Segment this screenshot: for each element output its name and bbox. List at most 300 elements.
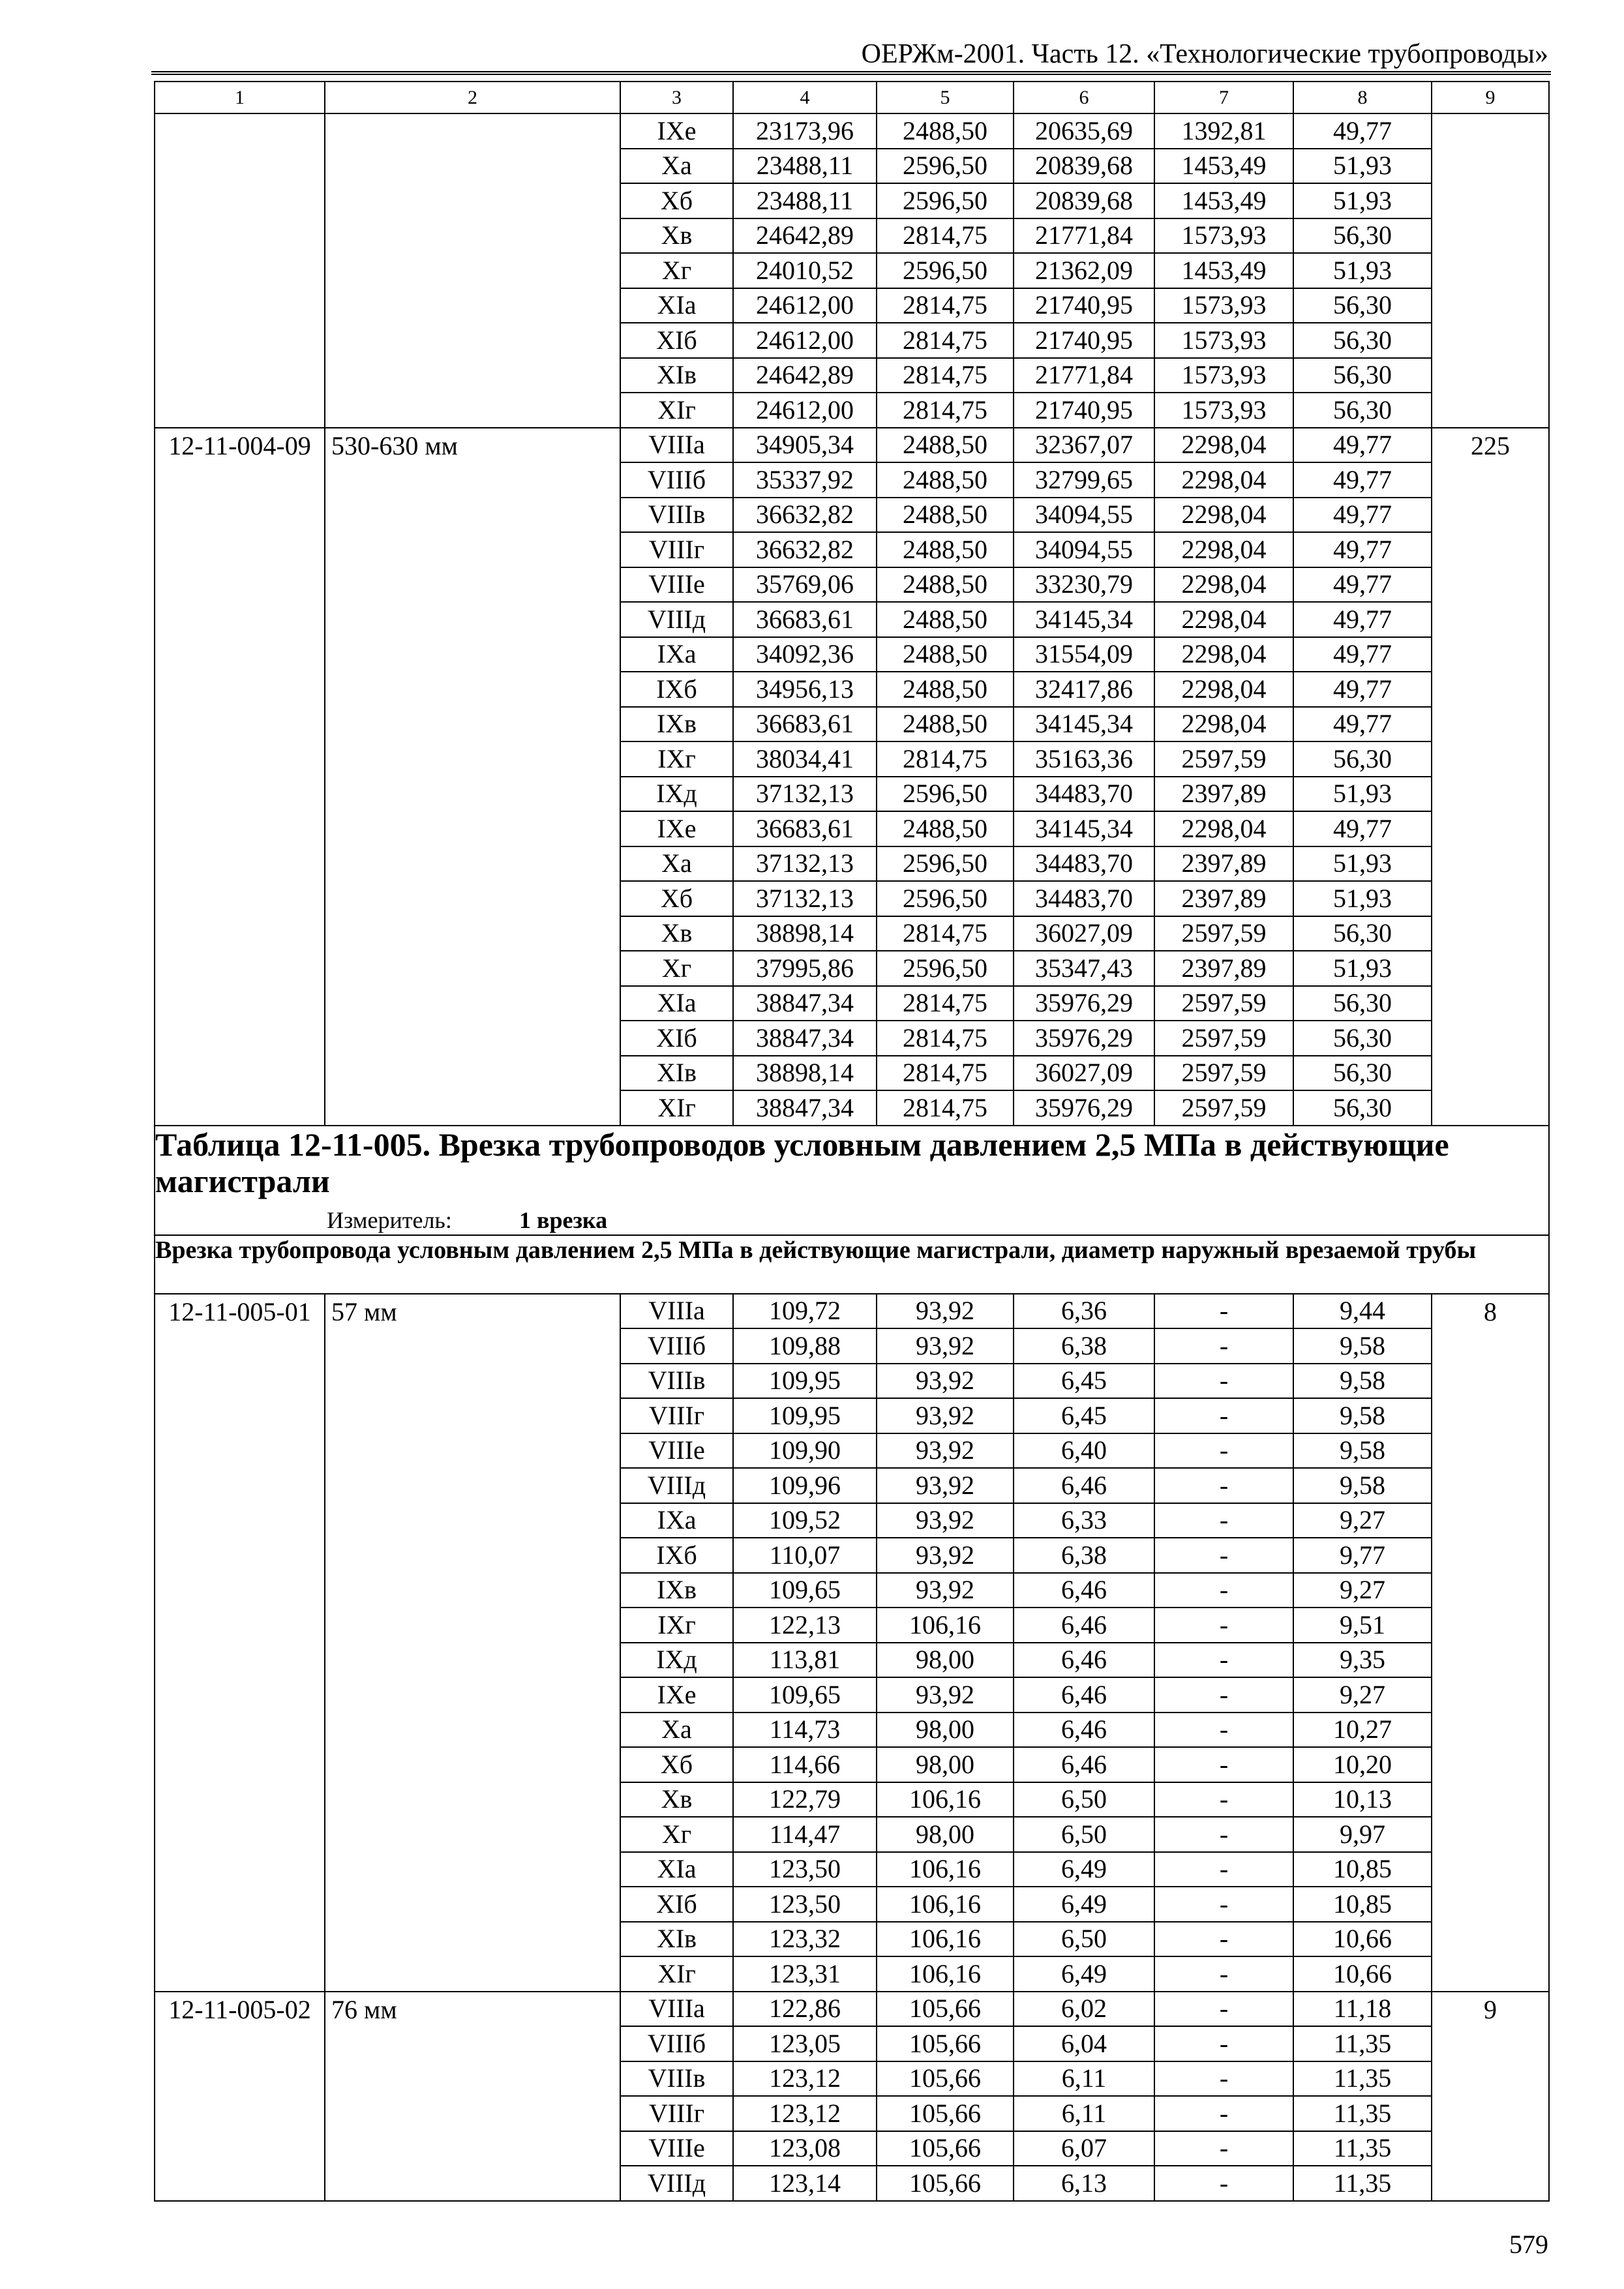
value-cell: 2814,75 (877, 323, 1014, 358)
value-cell: 10,66 (1293, 1922, 1432, 1957)
value-cell: 2814,75 (877, 1021, 1014, 1056)
zone-cell: XIв (620, 1056, 733, 1091)
value-cell: 37132,13 (733, 777, 877, 812)
value-cell: 34092,36 (733, 637, 877, 672)
zone-cell: VIIIе (620, 2131, 733, 2166)
value-cell: 2488,50 (877, 532, 1014, 567)
value-cell: 37132,13 (733, 846, 877, 882)
value-cell: 9,58 (1293, 1433, 1432, 1469)
value-cell: 6,46 (1014, 1713, 1154, 1748)
value-cell: 2488,50 (877, 428, 1014, 463)
value-cell: 106,16 (877, 1887, 1014, 1922)
zone-cell: Xа (620, 1713, 733, 1748)
value-cell: 2298,04 (1154, 672, 1293, 707)
value-cell: 56,30 (1293, 1056, 1432, 1091)
zone-cell: IXг (620, 741, 733, 777)
table-title: Таблица 12-11-005. Врезка трубопроводов условным давлением 2,5 МПа в действующие магистрали (155, 1126, 1449, 1199)
zone-cell: XIг (620, 1956, 733, 1992)
value-cell: 109,65 (733, 1677, 877, 1713)
value-cell: - (1154, 1922, 1293, 1957)
value-cell: 109,52 (733, 1503, 877, 1538)
zone-cell: VIIIе (620, 1433, 733, 1469)
value-cell: 109,65 (733, 1573, 877, 1608)
value-cell: 11,35 (1293, 2131, 1432, 2166)
value-cell: 56,30 (1293, 323, 1432, 358)
value-cell: - (1154, 1294, 1293, 1329)
value-cell: - (1154, 1468, 1293, 1503)
value-cell: 123,08 (733, 2131, 877, 2166)
value-cell: 6,49 (1014, 1852, 1154, 1887)
value-cell: 11,18 (1293, 1992, 1432, 2027)
value-cell: 2814,75 (877, 358, 1014, 393)
value-cell: 20839,68 (1014, 183, 1154, 218)
value-cell: - (1154, 1817, 1293, 1852)
value-cell: 2814,75 (877, 986, 1014, 1021)
zone-cell: XIг (620, 1090, 733, 1126)
value-cell: 123,14 (733, 2166, 877, 2201)
value-cell: 9,27 (1293, 1573, 1432, 1608)
table-title-row (155, 1126, 1549, 1235)
value-cell: 10,13 (1293, 1782, 1432, 1818)
zone-cell: VIIIа (620, 1992, 733, 2027)
table-12-11-005-body (155, 1294, 1549, 2201)
value-cell: 2596,50 (877, 777, 1014, 812)
value-cell: 6,49 (1014, 1956, 1154, 1992)
value-cell: 2596,50 (877, 951, 1014, 986)
value-cell: 9,58 (1293, 1468, 1432, 1503)
rates-table (154, 81, 1550, 2202)
value-cell: - (1154, 2131, 1293, 2166)
norm-count: 225 (1432, 428, 1549, 1126)
value-cell: 2596,50 (877, 253, 1014, 288)
value-cell: 32799,65 (1014, 462, 1154, 498)
table-row (155, 1294, 1549, 1329)
zone-cell: VIIIб (620, 1328, 733, 1364)
value-cell: 2596,50 (877, 881, 1014, 916)
value-cell: 49,77 (1293, 567, 1432, 603)
value-cell: 109,72 (733, 1294, 877, 1329)
value-cell: 2488,50 (877, 672, 1014, 707)
value-cell: 6,07 (1014, 2131, 1154, 2166)
value-cell: 6,46 (1014, 1468, 1154, 1503)
value-cell: 6,45 (1014, 1398, 1154, 1433)
value-cell: 2397,89 (1154, 846, 1293, 882)
zone-cell: VIIIб (620, 462, 733, 498)
value-cell: 106,16 (877, 1782, 1014, 1818)
table-row (155, 113, 1549, 149)
value-cell: 2814,75 (877, 393, 1014, 428)
value-cell: 49,77 (1293, 428, 1432, 463)
value-cell: 10,85 (1293, 1852, 1432, 1887)
value-cell: - (1154, 1503, 1293, 1538)
value-cell: 2596,50 (877, 183, 1014, 218)
value-cell: 37132,13 (733, 881, 877, 916)
value-cell: 10,20 (1293, 1747, 1432, 1782)
value-cell: 2298,04 (1154, 567, 1293, 603)
value-cell: 2597,59 (1154, 1090, 1293, 1126)
value-cell: 123,50 (733, 1852, 877, 1887)
value-cell: - (1154, 1398, 1293, 1433)
value-cell: 38847,34 (733, 986, 877, 1021)
value-cell: 98,00 (877, 1643, 1014, 1678)
value-cell: 35769,06 (733, 567, 877, 603)
value-cell: 123,50 (733, 1887, 877, 1922)
value-cell: 106,16 (877, 1852, 1014, 1887)
value-cell: 20839,68 (1014, 149, 1154, 184)
zone-cell: VIIIа (620, 428, 733, 463)
value-cell: 6,50 (1014, 1817, 1154, 1852)
value-cell: 6,02 (1014, 1992, 1154, 2027)
zone-cell: IXе (620, 1677, 733, 1713)
zone-cell: Xв (620, 1782, 733, 1818)
value-cell: 34094,55 (1014, 498, 1154, 533)
value-cell: 1573,93 (1154, 393, 1293, 428)
zone-cell: IXд (620, 777, 733, 812)
value-cell: 98,00 (877, 1817, 1014, 1852)
value-cell: 2298,04 (1154, 811, 1293, 846)
column-number: 1 (155, 82, 325, 113)
value-cell: 6,38 (1014, 1328, 1154, 1364)
value-cell: 49,77 (1293, 498, 1432, 533)
value-cell: - (1154, 1608, 1293, 1643)
value-cell: 38898,14 (733, 1056, 877, 1091)
value-cell: 56,30 (1293, 393, 1432, 428)
value-cell: 6,38 (1014, 1538, 1154, 1573)
norm-code: 12-11-005-02 (155, 1992, 325, 2201)
value-cell: 2298,04 (1154, 532, 1293, 567)
value-cell: 109,95 (733, 1364, 877, 1399)
value-cell: 32417,86 (1014, 672, 1154, 707)
value-cell: 2397,89 (1154, 777, 1293, 812)
section-caption: Врезка трубопровода условным давлением 2,5 МПа в действующие магистрали, диаметр наружный врезаемой трубы (155, 1235, 1549, 1294)
value-cell: 106,16 (877, 1956, 1014, 1992)
value-cell: 98,00 (877, 1747, 1014, 1782)
value-cell: 1392,81 (1154, 113, 1293, 149)
value-cell: 35347,43 (1014, 951, 1154, 986)
zone-cell: Xв (620, 916, 733, 951)
zone-cell: XIа (620, 288, 733, 323)
value-cell: 105,66 (877, 2166, 1014, 2201)
value-cell: 6,46 (1014, 1608, 1154, 1643)
table-12-11-005-heading (155, 1126, 1549, 1294)
value-cell: 34483,70 (1014, 846, 1154, 882)
zone-cell: Xб (620, 1747, 733, 1782)
value-cell: - (1154, 1782, 1293, 1818)
value-cell: 49,77 (1293, 707, 1432, 742)
norm-code: 12-11-005-01 (155, 1294, 325, 1992)
value-cell: 34145,34 (1014, 707, 1154, 742)
value-cell: 36683,61 (733, 707, 877, 742)
value-cell: 113,81 (733, 1643, 877, 1678)
value-cell: 6,11 (1014, 2061, 1154, 2097)
header-rule (151, 71, 1551, 75)
zone-cell: XIв (620, 1922, 733, 1957)
value-cell: 24642,89 (733, 358, 877, 393)
value-cell: 2596,50 (877, 846, 1014, 882)
value-cell: 2298,04 (1154, 637, 1293, 672)
value-cell: 93,92 (877, 1364, 1014, 1399)
value-cell: 2488,50 (877, 462, 1014, 498)
value-cell: 49,77 (1293, 637, 1432, 672)
value-cell: 34145,34 (1014, 602, 1154, 637)
value-cell: 2597,59 (1154, 916, 1293, 951)
value-cell: 2298,04 (1154, 428, 1293, 463)
value-cell: - (1154, 1364, 1293, 1399)
value-cell: 35976,29 (1014, 1090, 1154, 1126)
zone-cell: IXб (620, 1538, 733, 1573)
value-cell: 24612,00 (733, 393, 877, 428)
column-number-header (155, 82, 1549, 113)
value-cell: 49,77 (1293, 532, 1432, 567)
value-cell: 21740,95 (1014, 323, 1154, 358)
value-cell: 6,36 (1014, 1294, 1154, 1329)
value-cell: 93,92 (877, 1328, 1014, 1364)
value-cell: 35976,29 (1014, 986, 1154, 1021)
column-number: 3 (620, 82, 733, 113)
value-cell: - (1154, 1538, 1293, 1573)
value-cell: - (1154, 1852, 1293, 1887)
value-cell: 24612,00 (733, 288, 877, 323)
value-cell: - (1154, 1992, 1293, 2027)
zone-cell: XIа (620, 986, 733, 1021)
value-cell: 1573,93 (1154, 323, 1293, 358)
value-cell: 2488,50 (877, 811, 1014, 846)
value-cell: 32367,07 (1014, 428, 1154, 463)
zone-cell: IXв (620, 1573, 733, 1608)
value-cell: 2814,75 (877, 218, 1014, 254)
value-cell: 56,30 (1293, 986, 1432, 1021)
value-cell: 51,93 (1293, 183, 1432, 218)
zone-cell: VIIIв (620, 498, 733, 533)
value-cell: 123,31 (733, 1956, 877, 1992)
value-cell: 1453,49 (1154, 253, 1293, 288)
value-cell: 20635,69 (1014, 113, 1154, 149)
value-cell: 10,66 (1293, 1956, 1432, 1992)
table-title-cell (155, 1126, 1549, 1235)
zone-cell: VIIIе (620, 567, 733, 603)
value-cell: 122,79 (733, 1782, 877, 1818)
value-cell: 93,92 (877, 1677, 1014, 1713)
zone-cell: XIв (620, 358, 733, 393)
column-number: 6 (1014, 82, 1154, 113)
value-cell: 105,66 (877, 2096, 1014, 2131)
zone-cell: VIIIб (620, 2026, 733, 2061)
zone-cell: Xв (620, 218, 733, 254)
value-cell: 93,92 (877, 1294, 1014, 1329)
value-cell: 2488,50 (877, 498, 1014, 533)
value-cell: 6,40 (1014, 1433, 1154, 1469)
table-row (155, 1992, 1549, 2027)
value-cell: 122,13 (733, 1608, 877, 1643)
value-cell: 51,93 (1293, 777, 1432, 812)
value-cell: 49,77 (1293, 602, 1432, 637)
zone-cell: Xг (620, 253, 733, 288)
value-cell: 49,77 (1293, 462, 1432, 498)
value-cell: 2597,59 (1154, 1021, 1293, 1056)
value-cell: 98,00 (877, 1713, 1014, 1748)
value-cell: 9,27 (1293, 1503, 1432, 1538)
zone-cell: IXа (620, 637, 733, 672)
unit-value: 1 врезка (519, 1206, 608, 1233)
value-cell: 11,35 (1293, 2026, 1432, 2061)
zone-cell: XIа (620, 1852, 733, 1887)
value-cell: 51,93 (1293, 253, 1432, 288)
zone-cell: Xг (620, 951, 733, 986)
value-cell: 2488,50 (877, 637, 1014, 672)
value-cell: 114,73 (733, 1713, 877, 1748)
zone-cell: IXб (620, 672, 733, 707)
value-cell: 109,88 (733, 1328, 877, 1364)
value-cell: 9,58 (1293, 1328, 1432, 1364)
value-cell: 10,85 (1293, 1887, 1432, 1922)
value-cell: 6,50 (1014, 1922, 1154, 1957)
value-cell: 51,93 (1293, 881, 1432, 916)
value-cell: 49,77 (1293, 672, 1432, 707)
zone-cell: IXв (620, 707, 733, 742)
value-cell: 2814,75 (877, 916, 1014, 951)
table-12-11-004-body (155, 113, 1549, 1126)
value-cell: - (1154, 1643, 1293, 1678)
value-cell: 24642,89 (733, 218, 877, 254)
value-cell: 109,96 (733, 1468, 877, 1503)
value-cell: 56,30 (1293, 358, 1432, 393)
value-cell: 11,35 (1293, 2061, 1432, 2097)
value-cell: 21740,95 (1014, 288, 1154, 323)
value-cell: 34094,55 (1014, 532, 1154, 567)
value-cell: 2597,59 (1154, 986, 1293, 1021)
value-cell: 24612,00 (733, 323, 877, 358)
value-cell: 2298,04 (1154, 498, 1293, 533)
zone-cell: Xг (620, 1817, 733, 1852)
value-cell: 2397,89 (1154, 881, 1293, 916)
zone-cell: IXд (620, 1643, 733, 1678)
value-cell: 6,46 (1014, 1573, 1154, 1608)
value-cell: 9,44 (1293, 1294, 1432, 1329)
norm-count: 8 (1432, 1294, 1549, 1992)
norm-name (325, 113, 620, 428)
value-cell: 35163,36 (1014, 741, 1154, 777)
value-cell: - (1154, 1747, 1293, 1782)
value-cell: 6,49 (1014, 1887, 1154, 1922)
value-cell: - (1154, 2026, 1293, 2061)
value-cell: 6,50 (1014, 1782, 1154, 1818)
value-cell: 6,46 (1014, 1747, 1154, 1782)
value-cell: 56,30 (1293, 916, 1432, 951)
zone-cell: Xа (620, 149, 733, 184)
value-cell: 21771,84 (1014, 358, 1154, 393)
value-cell: 6,46 (1014, 1677, 1154, 1713)
norm-count (1432, 113, 1549, 428)
value-cell: 2298,04 (1154, 707, 1293, 742)
zone-cell: VIIIв (620, 1364, 733, 1399)
value-cell: - (1154, 1887, 1293, 1922)
column-number: 4 (733, 82, 877, 113)
value-cell: 109,90 (733, 1433, 877, 1469)
zone-cell: IXе (620, 811, 733, 846)
value-cell: 106,16 (877, 1922, 1014, 1957)
zone-cell: VIIIв (620, 2061, 733, 2097)
zone-cell: VIIIа (620, 1294, 733, 1329)
value-cell: 33230,79 (1014, 567, 1154, 603)
page-number: 579 (1509, 2230, 1548, 2259)
value-cell: 34145,34 (1014, 811, 1154, 846)
value-cell: 2488,50 (877, 602, 1014, 637)
value-cell: 11,35 (1293, 2096, 1432, 2131)
value-cell: 122,86 (733, 1992, 877, 2027)
norm-name: 57 мм (325, 1294, 620, 1992)
value-cell: - (1154, 1328, 1293, 1364)
value-cell: 105,66 (877, 2131, 1014, 2166)
unit-line (155, 1206, 1548, 1234)
value-cell: 56,30 (1293, 288, 1432, 323)
value-cell: 37995,86 (733, 951, 877, 986)
zone-cell: VIIIг (620, 532, 733, 567)
value-cell: 2814,75 (877, 1090, 1014, 1126)
value-cell: 109,95 (733, 1398, 877, 1433)
value-cell: 105,66 (877, 2026, 1014, 2061)
norm-code (155, 113, 325, 428)
column-number: 7 (1154, 82, 1293, 113)
value-cell: - (1154, 1713, 1293, 1748)
zone-cell: Xб (620, 881, 733, 916)
value-cell: - (1154, 1433, 1293, 1469)
value-cell: 36683,61 (733, 602, 877, 637)
value-cell: - (1154, 2061, 1293, 2097)
value-cell: 93,92 (877, 1573, 1014, 1608)
value-cell: 2488,50 (877, 567, 1014, 603)
table-row (155, 428, 1549, 463)
value-cell: 114,47 (733, 1817, 877, 1852)
value-cell: 123,12 (733, 2096, 877, 2131)
value-cell: 56,30 (1293, 1021, 1432, 1056)
value-cell: 51,93 (1293, 846, 1432, 882)
value-cell: 2488,50 (877, 707, 1014, 742)
zone-cell: VIIIд (620, 602, 733, 637)
value-cell: 56,30 (1293, 1090, 1432, 1126)
value-cell: 51,93 (1293, 149, 1432, 184)
value-cell: 93,92 (877, 1468, 1014, 1503)
value-cell: 93,92 (877, 1538, 1014, 1573)
norm-count: 9 (1432, 1992, 1549, 2201)
value-cell: 2814,75 (877, 1056, 1014, 1091)
value-cell: 2488,50 (877, 113, 1014, 149)
value-cell: 35976,29 (1014, 1021, 1154, 1056)
value-cell: 11,35 (1293, 2166, 1432, 2201)
zone-cell: VIIIд (620, 2166, 733, 2201)
value-cell: 2298,04 (1154, 602, 1293, 637)
value-cell: 2597,59 (1154, 741, 1293, 777)
value-cell: 21771,84 (1014, 218, 1154, 254)
zone-cell: XIб (620, 1021, 733, 1056)
running-title: ОЕРЖм-2001. Часть 12. «Технологические трубопроводы» (861, 39, 1548, 69)
value-cell: 106,16 (877, 1608, 1014, 1643)
value-cell: 34905,34 (733, 428, 877, 463)
value-cell: 93,92 (877, 1398, 1014, 1433)
value-cell: 9,51 (1293, 1608, 1432, 1643)
value-cell: 1453,49 (1154, 149, 1293, 184)
value-cell: 10,27 (1293, 1713, 1432, 1748)
value-cell: 6,11 (1014, 2096, 1154, 2131)
zone-cell: VIIIд (620, 1468, 733, 1503)
value-cell: 1453,49 (1154, 183, 1293, 218)
norm-name: 530-630 мм (325, 428, 620, 1126)
value-cell: - (1154, 2096, 1293, 2131)
value-cell: 110,07 (733, 1538, 877, 1573)
zone-cell: IXе (620, 113, 733, 149)
value-cell: 36027,09 (1014, 1056, 1154, 1091)
value-cell: 34956,13 (733, 672, 877, 707)
value-cell: 9,27 (1293, 1677, 1432, 1713)
